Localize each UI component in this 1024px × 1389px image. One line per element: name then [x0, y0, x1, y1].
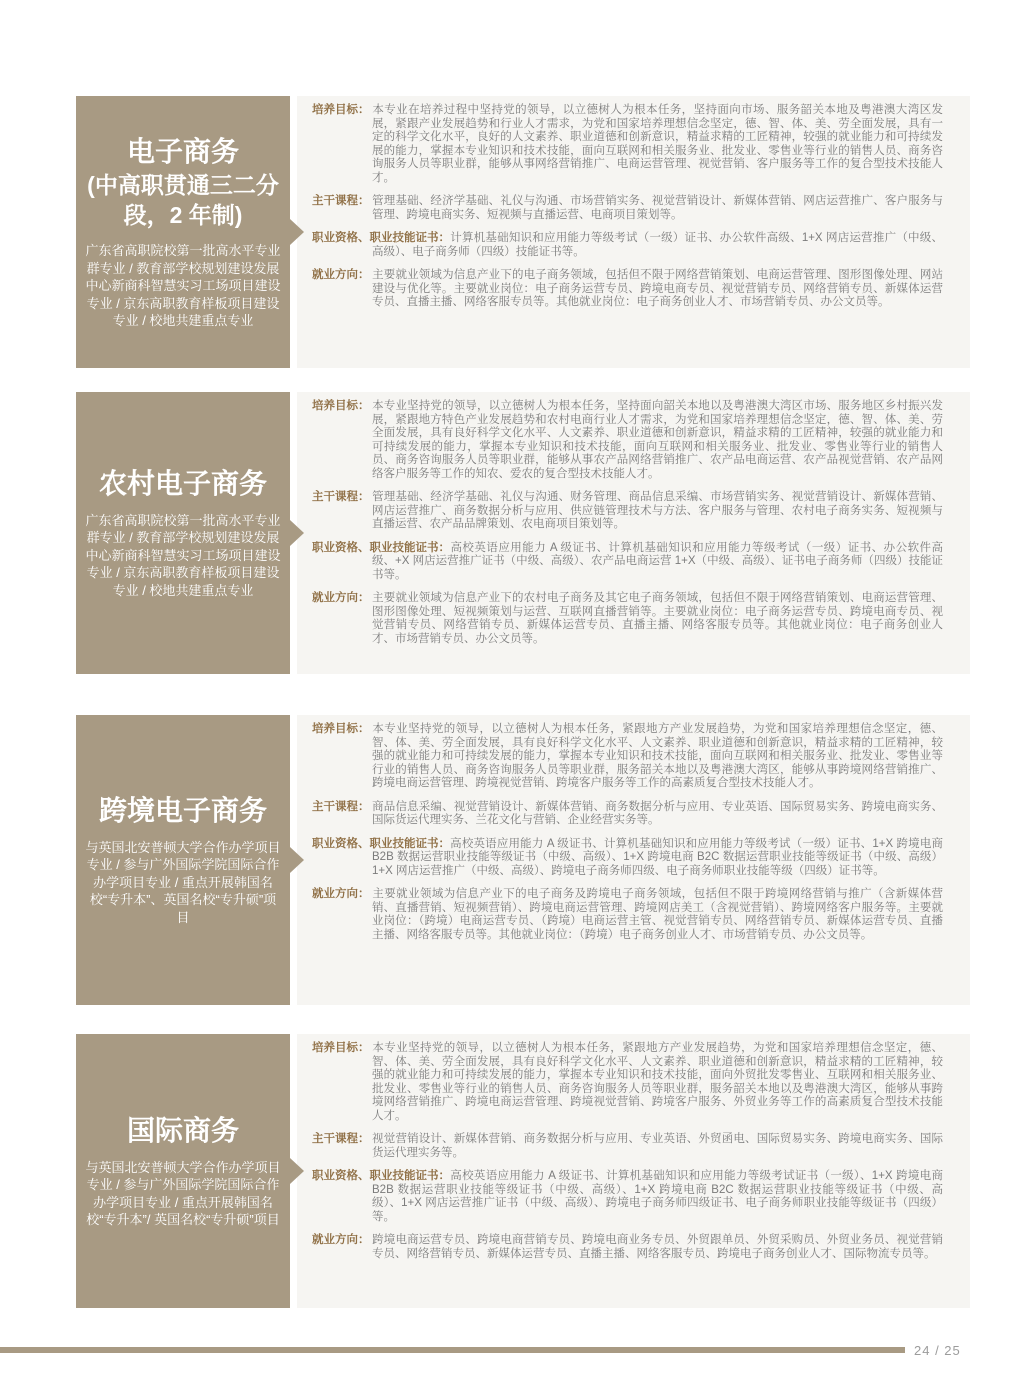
- paragraph-text: 视觉营销设计、新媒体营销、商务数据分析与应用、专业英语、外贸函电、国际贸易实务、跨境电商实务、国际货运代理实务等。: [372, 1133, 943, 1159]
- paragraph-training-goal: [312, 104, 943, 185]
- program-title: 农村电子商务: [98, 467, 267, 499]
- right-arrow-icon: [290, 219, 304, 245]
- paragraph-label: 培养目标：: [312, 104, 370, 116]
- paragraph-employment: [312, 592, 943, 646]
- paragraph-training-goal: [312, 400, 943, 481]
- paragraph-certificates: [312, 1170, 943, 1224]
- paragraph-text: 主要就业领域为信息产业下的电子商务领域，包括但不限于网络营销策划、电商运营管理、图形图像处理、网站建设与优化等。主要就业岗位：电子商务运营专员、跨境电商专员、视觉营销专员、网络营销专员、新媒体运营专员、直播主播、网络客服专员等。其他就业岗位：电子商务创业人才、市场营销专员、办公文员等。: [372, 269, 943, 308]
- paragraph-text: 主要就业领域为信息产业下的农村电子商务及其它电子商务领域，包括但不限于网络营销策划、电商运营管理、图形图像处理、短视频策划与运营、互联网直播营销等。主要就业岗位：电子商务运营专员、跨境电商专员、视觉营销专员、网络营销专员、新媒体运营专员、直播主播、网络客服专员等。其他就业岗位：电子商务创业人才、市场营销专员、办公文员等。: [372, 592, 943, 645]
- program-details: [297, 715, 970, 1005]
- program-details: [297, 392, 970, 674]
- paragraph-main-courses: [312, 195, 943, 222]
- paragraph-certificates: [312, 838, 943, 879]
- right-arrow-icon: [290, 1158, 304, 1184]
- paragraph-text: 跨境电商运营专员、跨境电商营销专员、跨境电商业务专员、外贸跟单员、外贸采购员、外贸业务员、视觉营销专员、网络营销专员、新媒体运营专员、直播主播、网络客服专员、跨境电子商务创业人才、国际物流专员等。: [372, 1234, 943, 1260]
- paragraph-certificates: [312, 542, 943, 583]
- program-subtitle: (中高职贯通三二分段，2 年制): [87, 171, 279, 228]
- paragraph-training-goal: [312, 723, 943, 791]
- program-tagline: 广东省高职院校第一批高水平专业群专业 / 教育部学校规划建设发展中心新商科智慧实习工场项目建设专业 / 京东高职教育样板项目建设专业 / 校地共建重点专业: [85, 513, 281, 598]
- paragraph-label: 培养目标：: [312, 1042, 370, 1054]
- paragraph-text: 高校英语应用能力 A 级证书、计算机基础知识和应用能力等级考试（一级）证书、办公软件高级、+X 网店运营推广证书（中级、高级）、农产品电商运营 1+X（中级、高级）、证书电子商务师（四级）技能证书等。: [372, 541, 943, 581]
- paragraph-text: 计算机基础知识和应用能力等级考试（一级）证书、办公软件高级、1+X 网店运营推广（中级、高级）、电子商务师（四级）技能证书等。: [372, 232, 943, 258]
- paragraph-label: 就业方向：: [312, 592, 370, 604]
- paragraph-text: 管理基础、经济学基础、礼仪与沟通、财务管理、商品信息采编、市场营销实务、视觉营销设计、新媒体营销、网店运营推广、商务数据分析与应用、供应链管理技术与方法、客户服务与管理、农村电子商务实务、短视频与直播运营、农产品品牌策划、农电商项目策划等。: [372, 491, 943, 530]
- program-tagline: 与英国北安普顿大学合作办学项目专业 / 参与广外国际学院国际合作办学项目专业 / 重点开展韩国名校“专升本”/ 英国名校“专升硕”项目: [85, 1159, 281, 1227]
- right-arrow-icon: [290, 847, 304, 873]
- paragraph-label: 职业资格、职业技能证书：: [312, 541, 450, 554]
- section-rural-ecommerce: [76, 392, 970, 674]
- paragraph-label: 职业资格、职业技能证书：: [312, 232, 450, 244]
- program-details: [297, 1034, 970, 1308]
- paragraph-label: 主干课程：: [312, 1133, 370, 1145]
- program-card: [76, 715, 290, 1005]
- paragraph-text: 高校英语应用能力 A 级证书、计算机基础知识和应用能力等级考试（一级）证书、1+X 跨境电商 B2B 数据运营职业技能等级证书（中级、高级）、1+X 跨境电商 B2C 数据运营职业技能等级证书（中级、高级）1+X 网店运营推广（中级、高级）、跨境电子商务师四级、电子商务师职业技能等级（四级）证书等。: [372, 837, 943, 877]
- paragraph-label: 主干课程：: [312, 800, 370, 813]
- paragraph-label: 培养目标：: [312, 400, 370, 412]
- page-content: [76, 96, 970, 1308]
- paragraph-label: 主干课程：: [312, 195, 370, 207]
- paragraph-employment: [312, 269, 943, 310]
- paragraph-text: 本专业坚持党的领导，以立德树人为根本任务，紧跟地方产业发展趋势，为党和国家培养理想信念坚定，德、智、体、美、劳全面发展，具有良好科学文化水平、人文素养、职业道德和创新意识，精益求精的工匠精神，较强的就业能力和可持续发展的能力，掌握本专业知识和技术技能，面向互联网和相关服务业、批发业、零售业等行业的销售人员、商务咨询服务人员等职业群，服务韶关本地以及粤港澳大湾区，能够从事跨境网络营销推广、跨境电商运营管理、跨境视觉营销、跨境客户服务等工作的高素质复合型技术技能人才。: [372, 723, 943, 789]
- paragraph-text: 商品信息采编、视觉营销设计、新媒体营销、商务数据分析与应用、专业英语、国际贸易实务、跨境电商实务、国际货运代理实务、兰花文化与营销、企业经营实务等。: [372, 800, 943, 826]
- paragraph-certificates: [312, 232, 943, 259]
- paragraph-text: 高校英语应用能力 A 级证书、计算机基础知识和应用能力等级考试证书（一级）、1+X 跨境电商 B2B 数据运营职业技能等级证书（中级、高级）、1+X 跨境电商 B2C 数据运营职业技能等级证书（中级、高级）、1+X 网店运营推广证书（中级、高级）、跨境电子商务师四级证书、电子商务师职业技能等级证书（四级）等。: [372, 1170, 943, 1223]
- paragraph-text: 管理基础、经济学基础、礼仪与沟通、市场营销实务、视觉营销设计、新媒体营销、网店运营推广、客户服务与管理、跨境电商实务、短视频与直播运营、电商项目策划等。: [372, 195, 943, 221]
- program-title: 电子商务: [126, 135, 239, 167]
- paragraph-employment: [312, 888, 943, 942]
- paragraph-training-goal: [312, 1042, 943, 1123]
- page-number: 24 / 25: [914, 1343, 961, 1358]
- paragraph-label: 主干课程：: [312, 491, 370, 503]
- program-tagline: 广东省高职院校第一批高水平专业群专业 / 教育部学校规划建设发展中心新商科智慧实习工场项目建设专业 / 京东高职教育样板项目建设专业 / 校地共建重点专业: [85, 243, 281, 329]
- paragraph-label: 职业资格、职业技能证书：: [312, 1170, 450, 1182]
- paragraph-employment: [312, 1234, 943, 1261]
- paragraph-text: 本专业坚持党的领导，以立德树人为根本任务，坚持面向韶关本地以及粤港澳大湾区市场、服务地区乡村振兴发展，紧跟地方特色产业发展趋势和农村电商行业人才需求，为党和国家培养理想信念坚定，德、智、体、美、劳全面发展，具有良好科学文化水平、人文素养、职业道德和创新意识，精益求精的工匠精神，较强的就业能力和可持续发展的能力，掌握本专业知识和技术技能，面向互联网和相关服务业、批发业、零售业等行业的销售人员、商务咨询服务人员等职业群，能够从事农产品网络营销推广、农产品电商运营、农产品视觉营销、农产品网络客户服务等工作的知农、爱农的复合型技术技能人才。: [372, 400, 943, 480]
- paragraph-main-courses: [312, 491, 943, 532]
- program-card-inner: [85, 1114, 281, 1229]
- program-card: [76, 96, 290, 368]
- program-card-inner: [85, 794, 281, 926]
- program-title: 国际商务: [126, 1114, 239, 1146]
- program-tagline: 与英国北安普顿大学合作办学项目专业 / 参与广外国际学院国际合作办学项目专业 / 重点开展韩国名校“专升本”、英国名校“专升硕”项目: [85, 840, 281, 925]
- paragraph-label: 就业方向：: [312, 269, 370, 281]
- section-cross-border-ecommerce: [76, 715, 970, 1005]
- paragraph-label: 培养目标：: [312, 723, 370, 735]
- paragraph-main-courses: [312, 801, 943, 828]
- paragraph-text: 本专业在培养过程中坚持党的领导，以立德树人为根本任务，坚持面向市场、服务韶关本地及粤港澳大湾区发展，紧跟产业发展趋势和行业人才需求，为党和国家培养理想信念坚定，德、智、体、美、劳全面发展，具有一定的科学文化水平，良好的人文素养、职业道德和创新意识，精益求精的工匠精神，较强的就业能力和可持续发展的能力，掌握本专业知识和技术技能，面向互联网和相关服务业、批发业、零售业等行业的销售人员、商务咨询服务人员等职业群，能够从事网络营销推广、电商运营管理、视觉营销、客户服务等工作的复合型技术技能人才。: [372, 104, 943, 184]
- program-details: [297, 96, 970, 368]
- paragraph-text: 主要就业领域为信息产业下的电子商务及跨境电子商务领域，包括但不限于跨境网络营销与推广（含新媒体营销、直播营销、短视频营销）、跨境电商运营管理、跨境网店美工（含视觉营销）、跨境网络客户服务等。主要就业岗位：（跨境）电商运营专员、（跨境）电商运营主管、视觉营销专员、网络营销专员、新媒体运营专员、直播主播、网络客服专员等。其他就业岗位：（跨境）电子商务创业人才、市场营销专员、办公文员等。: [372, 888, 943, 941]
- footer-rule: [0, 1347, 905, 1353]
- right-arrow-icon: [290, 520, 304, 546]
- paragraph-main-courses: [312, 1133, 943, 1160]
- program-card: [76, 1034, 290, 1308]
- paragraph-label: 就业方向：: [312, 1234, 370, 1246]
- paragraph-text: 本专业坚持党的领导，以立德树人为根本任务，紧跟地方产业发展趋势，为党和国家培养理想信念坚定，德、智、体、美、劳全面发展，具有良好科学文化水平、人文素养、职业道德和创新意识，精益求精的工匠精神，较强的就业能力和可持续发展的能力，掌握本专业知识和技术技能，面向外贸批发零售业、互联网和相关服务业、批发业、零售业等行业的销售人员、商务咨询服务人员等职业群，服务韶关本地以及粤港澳大湾区，能够从事跨境网络营销推广、跨境电商运营管理、跨境视觉营销、跨境客户服务、外贸业务等工作的高素质复合型技术技能人才。: [372, 1042, 943, 1122]
- program-title: 跨境电子商务: [98, 794, 267, 826]
- paragraph-label: 就业方向：: [312, 888, 370, 900]
- paragraph-label: 职业资格、职业技能证书：: [312, 837, 450, 850]
- section-ecommerce: [76, 96, 970, 368]
- program-card-inner: [85, 467, 281, 599]
- program-card: [76, 392, 290, 674]
- program-card-inner: [85, 135, 281, 330]
- section-international-business: [76, 1034, 970, 1308]
